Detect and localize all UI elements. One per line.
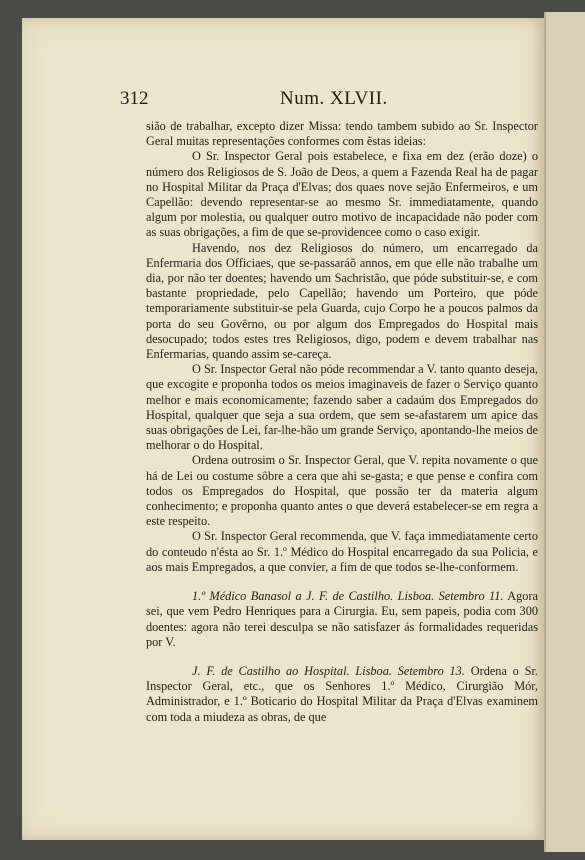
page-number: 312	[120, 88, 149, 109]
entry-body: Agora sei, que vem Pedro Henriques para a Cirurgia. Eu, sem papeis, podia com 300 doentes: agora não terei desculpa se não satisfazer ás formalidades requeridas por V.	[146, 589, 538, 649]
paragraph: Ordena outrosim o Sr. Inspector Geral, que V. repita novamente o que há de Lei ou costume sôbre a cera que ahi se-gasta; e que pense e confira com todos os Empregados do Hospital, que possão ter da materia algum conhecimento; e proponha quanto antes o que deverá estabelecer-se em regra a este respeito.	[146, 453, 538, 529]
entry-body: Ordena o Sr. Inspector Geral, etc., que os Senhores 1.º Médico, Cirurgião Mór, Administrador, e 1.º Boticario do Hospital Militar da Praça d'Elvas examinem com toda a miudeza as obras, de que	[146, 663, 538, 724]
entry-heading: 1.º Médico Banasol a J. F. de Castilho. Lisboa. Setembro 11.	[192, 589, 504, 604]
letter-entry	[146, 664, 538, 725]
entry-heading: J. F. de Castilho ao Hospital. Lisboa. Setembro 13.	[192, 663, 465, 678]
letter-entry	[146, 589, 538, 650]
page-header	[120, 88, 540, 112]
facing-page-edge	[544, 12, 585, 852]
page-heading: Num. XLVII.	[280, 88, 388, 109]
paragraph: Havendo, nos dez Religiosos do número, um encarregado da Enfermaria dos Officiaes, que se-passaráõ annos, em que elle não trabalhe um dia, por não ter doentes; havendo um Sachristão, que póde substituir-se, e com bastante propriedade, pelo Capellão; havendo um Porteiro, que póde temporariamente substituir-se pela Guarda, cujo Corpo he a poucos palmos da porta do seu Govêrno, ou por algum dos Empregados do Hospital mais desocupado; todos estes tres Religiosos, digo, podem e devem trabalhar nas Enfermarias, quando assim se-careça.	[146, 240, 538, 362]
paragraph-continuation: sião de trabalhar, excepto dizer Missa: tendo tambem subido ao Sr. Inspector Geral muitas representações conformes com ẽstas ideias:	[146, 119, 538, 149]
paragraph: O Sr. Inspector Geral recommenda, que V. faça immediatamente certo do conteudo n'ésta ao Sr. 1.º Médico do Hospital encarregado da sua Policia, e aos mais Empregados, a que convier, a fim de que todos se-lhe-conformem.	[146, 529, 538, 574]
paragraph: O Sr. Inspector Geral não póde recommendar a V. tanto quanto deseja, que excogite e proponha todos os meios imaginaveis de fazer o Serviço quanto melhor e mais economicamente; fazendo saber a cadaúm dos Empregados do Hospital, qualquer que seja a sua ordem, que sem se-afastarem um apice das suas obrigações de Lei, far-lhe-hão um grande Serviço, apontando-lhe meios de melhorar o do Hospital.	[146, 362, 538, 453]
paragraph: O Sr. Inspector Geral pois estabelece, e fixa em dez (erão doze) o número dos Religiosos de S. João de Deos, a quem a Fazenda Real ha de pagar no Hospital Militar da Praça d'Elvas; dos quaes nove sejão Enfermeiros, e um Capellão: devendo representar-se ao mesmo Sr. immediatamente, quando algum por molestia, ou qualquer outro motivo de incapacidade não poder com as suas obrigações, a fim de que se-providencee como o caso exigir.	[146, 149, 538, 240]
body-text	[146, 119, 538, 725]
